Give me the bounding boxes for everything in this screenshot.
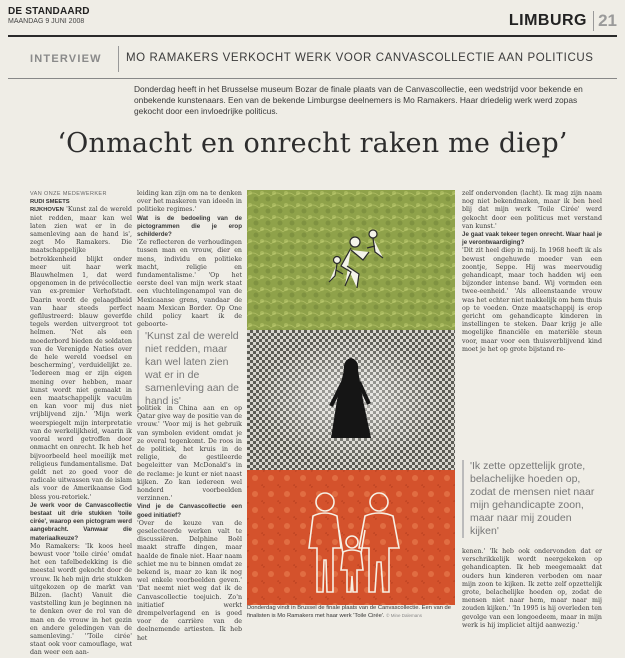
artwork-illustration [247,190,455,605]
newspaper-brand: DE STANDAARD [8,6,90,17]
article-headline: ‘Onmacht en onrecht raken me diep’ [57,128,568,159]
pull-quote: 'Ik zette opzettelijk grote, belachelijke hoeden op, zodat de mensen niet naar mijn gehandicapte zoon, maar naar mij zouden kijken' [462,460,602,538]
byline-label: VAN ONZE MEDEWERKER [30,191,107,197]
column-text: 'Kunst zal de wereld niet redden, maar kan wel laten zien wat er in de samenleving aan de hand is', zegt Mo Ramakers. Die maatschappelijke betrokkenheid blijkt onder meer uit haar werk Blauwhelmen 1, dat werd opgenomen in de privécollectie van ex-premier Verhofstadt. Daarin wordt de gelaagdheid van haar steeds perfect gefilustreerd: blauw geverfde tegels werden uitvergroot tot helmen. 'Net als een moederbord bieden de soldaten van de Verenigde Naties over de hele wereld voedsel en bescherming', verduidelijkt ze. 'Iedereen mag er zijn eigen mening over hebben, maar kunst wordt niet gemaakt in een maatschappelijk vacuüm en kan voor mij dus niet vrijblijvend zijn.' 'Mijn werk weerspiegelt mijn interpretatie van de werkelijkheid, waarin ik vooral word getroffen door onmacht en onrecht. Ik heb het bijvoorbeeld heel moeilijk met religieus fundamentalisme. Dat geldt net zo goed voor de radicale uitwassen van de islam als voor de Amerikaanse God bless you-retoriek.' [30,206,132,501]
section-title: LIMBURG [508,12,587,29]
column-text: 'Ze reflecteren de verhoudingen tussen man en vrouw, dier en mens, individu en politieke macht, religie en fundamentalisme.' 'Op het eerste deel van mijn werk staat een vluchtelingenampol van de Mexicaanse grens, vandaar de naam Mexican Border. Op One child policy kaart ik de geboorte- [137,239,242,329]
article-column-3 [462,190,602,354]
photo-credit: © Mine Dalemans [386,613,422,618]
interview-question: Wat is de bedoeling van de pictogrammen die je erop schilderde? [137,214,242,239]
article-column-2 [137,190,242,329]
column-text: leiding kan zijn om na te denken over het maskeren van ideeën in politieke regimes.' [137,190,242,214]
article-column-1 [30,190,132,658]
masthead [8,6,617,34]
column-text: 'Dit zit heel diep in mij. In 1968 heeft ik als bewust ongehuwde moeder van een zoontje, Seppe. Hij was meervoudig gehandicapt, maar toch hadden wij een bijzonder intense band. Wij vormden een twee-eenheid.' 'Als alleenstaande vrouw was het echter niet makkelijk om hem thuis op te voeden. Onze maatschappij is erop gericht om gehandicapte kinderen in instellingen te steken. Daar krijg je alle mogelijke financiële en materiële steun voor, maar voor een thuisverblijvend kind moet je het op grote bijstand re- [462,247,602,353]
interview-question: Je werk voor de Canvascollectie bestaat uit drie stukken 'toile cirée', waarop een pictogram werd aangebracht. Vanwaar die materiaalkeuze? [30,501,132,542]
masthead-rule [8,35,617,37]
artwork-panel-qatar [247,330,455,470]
column-text: kenen.' 'Ik heb ook ondervonden dat er verschrikkelijk wordt neergekeken op gehandicapten. Ik heb meegemaakt dat ouders hun kinderen verboden om naar mijn zoon te kijken. Ik zette zelf opzettelijk grote, belachelijke hoeden op, zodat de mensen niet naar hem, maar naar mij zouden kijken.' 'In 1995 is hij overleden ten gevolge van een longoedeem, maar in mijn werk is hij impliciet altijd aanwezig.' [462,548,602,629]
kicker-rule [8,78,617,79]
column-text: politiek in China aan en op Qatar give way de positie van de vrouw.' 'Voor mij is het gebruik van symbolen evident omdat je ze overal tegenkomt. De roos in de politiek, het kruis in de religie, de gestileerde begeleitter van McDonald's in de reclame: je kunt er niet naast kijken. Zo kan iedereen wel honderd voorbeelden verzinnen.' [137,405,242,503]
kicker-label: INTERVIEW [30,53,102,65]
article-column-3-continued [462,548,602,630]
artwork-panel-mexican-border [247,190,455,330]
article-column-2-continued [137,405,242,643]
article-intro: Donderdag heeft in het Brusselse museum Bozar de finale plaats van de Canvascollectie, een wedstrijd voor bekende en onbekende kunstenaars. Een van de bekende Limburgse deelnemers is Mo Ramakers. Haar driedelig werk werd zopas gekocht door een invloedrijke politicus. [134,84,583,117]
dateline: MAANDAG 9 JUNI 2008 [8,18,85,25]
artwork-panel-one-child-policy [247,470,455,605]
interview-question: Je gaat vaak tekeer tegen onrecht. Waar haal je je verontwaardiging? [462,231,602,247]
byline-name: RUDI SMEETS [30,199,70,206]
kicker-headline: MO RAMAKERS VERKOCHT WERK VOOR CANVASCOLLECTIE AAN POLITICUS [126,52,594,64]
veiled-woman-icon [247,330,455,470]
family-running-icon [247,190,455,330]
pull-quote: 'Kunst zal de wereld niet redden, maar kan wel laten zien wat er in de samenleving aan de hand is' [137,330,245,408]
byline-place: RIJKHOVEN [30,207,64,214]
page-number: 21 [593,11,617,31]
caption-text: Donderdag vindt in Brussel de finale plaats van de Canvascollectie. Een van de finalisten is Mo Ramakers met haar werk 'Toile Cirée'. [247,605,451,619]
column-text: 'Over de keuze van de geselecteerde werken valt te discussiëren. Delphine Boël maakt straffe dingen, maar haalde de finale niet. Haar naam schiet me nu te binnen omdat ze bekend is, maar zo kan ik nog wel enkele voorbeelden geven.' 'Dat neemt niet weg dat ik de Canvascollectie toejuich. Zo'n initiatief werkt drempelverlagend en is goed voor de carrière van de deelnemende artiesten. Ik heb het [137,519,242,642]
column-text: zelf ondervonden (lacht). Ik mag zijn naam nog niet bekendmaken, maar ik ben heel blij dat mijn werk 'Toile Cirée' werd gekocht door een politicus met verstand van kunst.' [462,190,602,230]
column-text: Mo Ramakers: 'Ik koos heel bewust voor 'toile cirée' omdat het een tafelbedekking is die meestal wordt gekocht door de vrouw. Ik heb mijn drie stukken uitgekozen op de markt van Bilzen. (lacht) Vanuit die vaststelling kun je beginnen na te denken over de rol van de man en de vrouw in het gezin en andere geledingen van de samenleving.' ''Toile cirée' staat ook voor camouflage, wat dan weer een aan- [30,542,132,657]
photo-caption [247,605,455,620]
kicker-divider [118,46,119,72]
family-outline-icon [247,470,455,605]
interview-question: Vind je de Canvascollectie een goed initiatief? [137,503,242,519]
